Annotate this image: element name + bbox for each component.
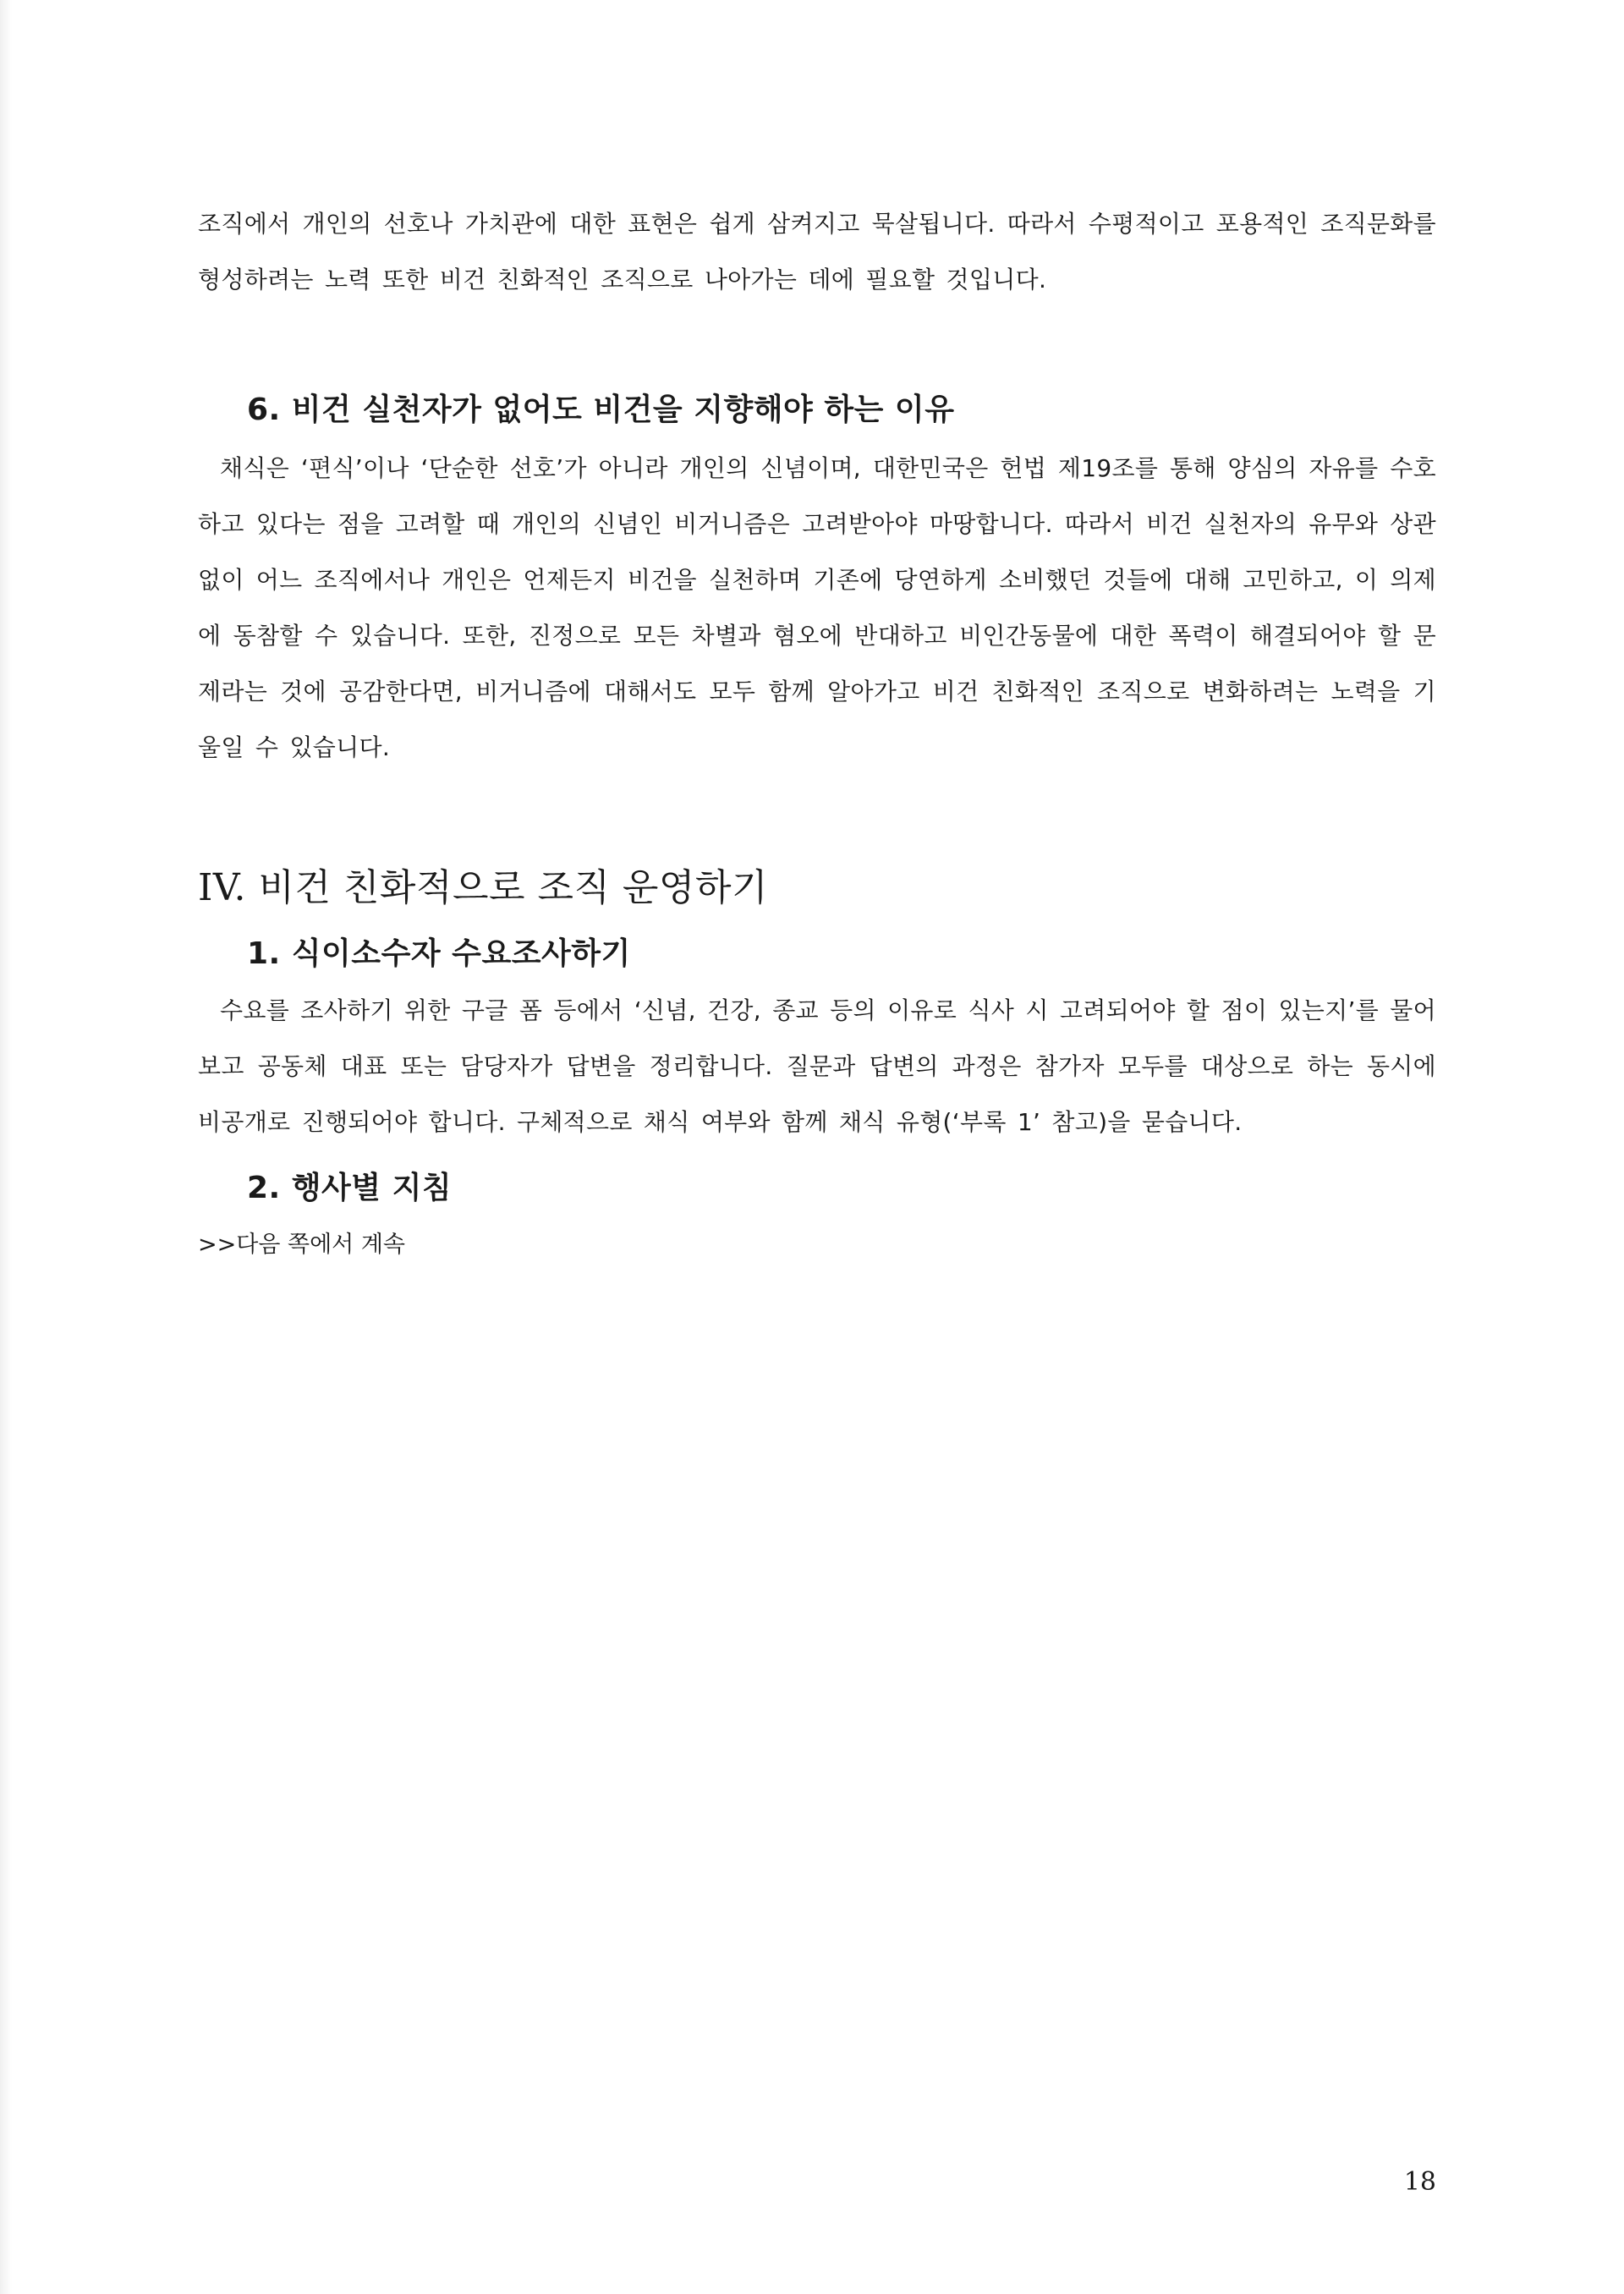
section-6-heading: 6. 비건 실천자가 없어도 비건을 지향해야 하는 이유 [247, 392, 955, 427]
section-6-paragraph: 채식은 ‘편식’이나 ‘단순한 선호’가 아니라 개인의 신념이며, 대한민국은 헌법 제19조를 통해 양심의 자유를 수호하고 있다는 점을 고려할 때 개인의 신념인 비거니즘은 고려받아야 마땅합니다. 따라서 비건 실천자의 유무와 상관없이 어느 조직에서나 개인은 언제든지 비건을 실천하며 기존에 당연하게 소비했던 것들에 대해 고민하고, 이 의제에 동참할 수 있습니다. 또한, 진정으로 모든 차별과 혐오에 반대하고 비인간동물에 대한 폭력이 해결되어야 할 문제라는 것에 공감한다면, 비거니즘에 대해서도 모두 함께 알아가고 비건 친화적인 조직으로 변화하려는 노력을 기울일 수 있습니다. [198, 454, 1436, 761]
page-edge-shadow [0, 0, 12, 2294]
subsection-2-heading: 2. 행사별 지침 [247, 1171, 453, 1205]
page-content [198, 196, 1436, 1259]
continue-note: >>다음 쪽에서 계속 [198, 1232, 405, 1258]
subsection-1-paragraph: 수요를 조사하기 위한 구글 폼 등에서 ‘신념, 건강, 종교 등의 이유로 식사 시 고려되어야 할 점이 있는지’를 물어보고 공동체 대표 또는 담당자가 답변을 정리합니다. 질문과 답변의 과정은 참가자 모두를 대상으로 하는 동시에 비공개로 진행되어야 합니다. 구체적으로 채식 여부와 함께 채식 유형(‘부록 1’ 참고)을 묻습니다. [198, 996, 1436, 1136]
chapter-4-heading: IV. 비건 친화적으로 조직 운영하기 [198, 866, 768, 909]
page-number: 18 [1403, 2167, 1436, 2197]
intro-paragraph: 조직에서 개인의 선호나 가치관에 대한 표현은 쉽게 삼켜지고 묵살됩니다. 따라서 수평적이고 포용적인 조직문화를 형성하려는 노력 또한 비건 친화적인 조직으로 나아가는 데에 필요할 것입니다. [198, 210, 1436, 294]
subsection-1-heading: 1. 식이소수자 수요조사하기 [247, 936, 631, 971]
